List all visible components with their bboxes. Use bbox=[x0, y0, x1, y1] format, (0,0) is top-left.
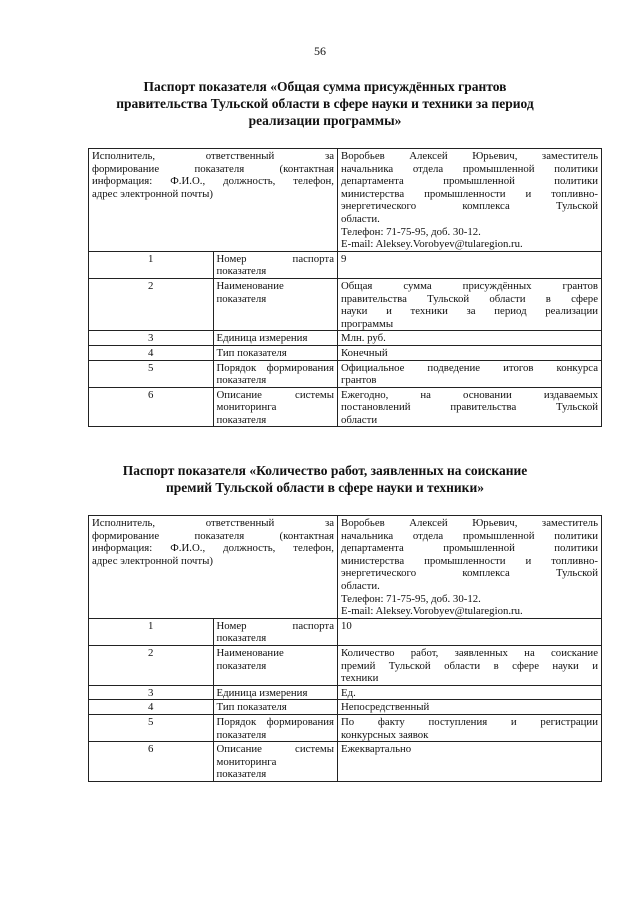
row-label-line: Единица измерения bbox=[216, 332, 308, 345]
row-number: 1 bbox=[89, 618, 214, 645]
passport-title-10 bbox=[90, 462, 560, 496]
executor-value-line: начальника отдела промышленной политики bbox=[341, 162, 598, 175]
row-value bbox=[338, 618, 602, 645]
row-value-line: техники bbox=[341, 672, 379, 685]
row-number: 2 bbox=[89, 278, 214, 330]
executor-label-line: Исполнитель, ответственный за bbox=[92, 517, 334, 529]
executor-label-line: формирование показателя (контактная bbox=[92, 162, 334, 175]
table-row bbox=[89, 714, 602, 741]
table-row bbox=[89, 360, 602, 387]
executor-label-line: адрес электронной почты) bbox=[92, 554, 213, 567]
row-label bbox=[213, 360, 338, 387]
row-label-line: Порядок формирования показателя bbox=[216, 715, 334, 741]
row-label bbox=[213, 387, 338, 427]
row-label-line: Описание системы мониторинга bbox=[216, 388, 334, 414]
row-value-line: конкурсных заявок bbox=[341, 728, 429, 741]
row-number: 3 bbox=[89, 685, 214, 700]
row-value bbox=[338, 742, 602, 782]
title-line: Паспорт показателя «Количество работ, заявленных на соискание bbox=[122, 463, 528, 478]
executor-value-line: энергетического комплекса Тульской bbox=[341, 567, 598, 580]
executor-value-line: департамента промышленной политики bbox=[341, 175, 598, 188]
row-value-line: Конечный bbox=[341, 346, 388, 359]
row-value-line: грантов bbox=[341, 374, 377, 387]
row-label-line: Порядок формирования показателя bbox=[216, 361, 334, 387]
title-line: премий Тульской области в сфере науки и техники» bbox=[166, 480, 484, 495]
row-value-line: программы bbox=[341, 317, 394, 330]
executor-value bbox=[338, 516, 602, 619]
table-row bbox=[89, 251, 602, 278]
row-label-line: показателя bbox=[216, 413, 267, 426]
executor-value-line: Воробьев Алексей Юрьевич, заместитель bbox=[341, 150, 598, 162]
executor-value-line: министерства промышленности и топливно- bbox=[341, 554, 598, 567]
row-value-line: Ед. bbox=[341, 686, 356, 699]
row-label-line: Наименование показателя bbox=[216, 646, 284, 672]
executor-value-line: министерства промышленности и топливно- bbox=[341, 187, 598, 200]
table-row bbox=[89, 331, 602, 346]
row-value-line: Количество работ, заявленных на соискание bbox=[341, 646, 598, 659]
row-number: 5 bbox=[89, 714, 214, 741]
table-row bbox=[89, 742, 602, 782]
executor-label-line: информация: Ф.И.О., должность, телефон, bbox=[92, 542, 334, 555]
table-row bbox=[89, 278, 602, 330]
row-label-line: Тип показателя bbox=[216, 346, 287, 359]
row-label-line: Единица измерения bbox=[216, 686, 308, 699]
executor-row bbox=[89, 149, 602, 252]
table-row bbox=[89, 345, 602, 360]
row-value-line: постановлений правительства Тульской bbox=[341, 401, 598, 414]
executor-phone: Телефон: 71-75-95, доб. 30-12. bbox=[341, 225, 481, 238]
row-label bbox=[213, 685, 338, 700]
row-value bbox=[338, 700, 602, 715]
row-number: 6 bbox=[89, 387, 214, 427]
row-number: 4 bbox=[89, 700, 214, 715]
row-label-line: Наименование показателя bbox=[216, 279, 284, 305]
row-label bbox=[213, 345, 338, 360]
table-row bbox=[89, 387, 602, 427]
row-number: 3 bbox=[89, 331, 214, 346]
title-line: правительства Тульской области в сфере науки и техники за период bbox=[116, 96, 534, 111]
executor-label-line: адрес электронной почты) bbox=[92, 187, 213, 200]
row-label bbox=[213, 714, 338, 741]
row-label bbox=[213, 742, 338, 782]
table-row bbox=[89, 700, 602, 715]
row-value-line: 10 bbox=[341, 619, 352, 632]
row-label-line: показателя bbox=[216, 768, 267, 781]
passport-table-9 bbox=[88, 148, 602, 427]
title-line: реализации программы» bbox=[248, 113, 402, 128]
executor-value-line: области. bbox=[341, 212, 380, 225]
passport-title-9 bbox=[90, 78, 560, 129]
row-label bbox=[213, 278, 338, 330]
row-label bbox=[213, 331, 338, 346]
executor-label bbox=[89, 149, 338, 252]
row-value-line: По факту поступления и регистрации bbox=[341, 715, 598, 728]
row-value bbox=[338, 685, 602, 700]
row-value-line: Ежегодно, на основании издаваемых bbox=[341, 388, 598, 401]
executor-value bbox=[338, 149, 602, 252]
row-value bbox=[338, 331, 602, 346]
executor-label bbox=[89, 516, 338, 619]
table-row bbox=[89, 618, 602, 645]
row-value bbox=[338, 345, 602, 360]
executor-email: E-mail: Aleksey.Vorobyev@tularegion.ru. bbox=[341, 238, 523, 251]
row-value bbox=[338, 645, 602, 685]
row-label-line: Описание системы мониторинга bbox=[216, 743, 334, 768]
title-line: Паспорт показателя «Общая сумма присуждённых грантов bbox=[143, 79, 507, 94]
row-value-line: Млн. руб. bbox=[341, 332, 386, 345]
table-row bbox=[89, 685, 602, 700]
row-value-line: премий Тульской области в сфере науки и bbox=[341, 659, 598, 672]
executor-value-line: Воробьев Алексей Юрьевич, заместитель bbox=[341, 517, 598, 529]
executor-email: E-mail: Aleksey.Vorobyev@tularegion.ru. bbox=[341, 605, 523, 618]
executor-value-line: начальника отдела промышленной политики bbox=[341, 529, 598, 542]
executor-value-line: департамента промышленной политики bbox=[341, 542, 598, 555]
row-value-line: науки и техники за период реализации bbox=[341, 305, 598, 318]
row-label-line: Номер паспорта показателя bbox=[216, 619, 334, 645]
row-number: 6 bbox=[89, 742, 214, 782]
executor-phone: Телефон: 71-75-95, доб. 30-12. bbox=[341, 592, 481, 605]
row-value-line: Ежеквартально bbox=[341, 743, 412, 756]
row-value-line: Непосредственный bbox=[341, 701, 430, 714]
row-number: 2 bbox=[89, 645, 214, 685]
executor-label-line: Исполнитель, ответственный за bbox=[92, 150, 334, 162]
row-number: 1 bbox=[89, 251, 214, 278]
row-label-line: Номер паспорта показателя bbox=[216, 252, 334, 278]
executor-row bbox=[89, 516, 602, 619]
executor-label-line: информация: Ф.И.О., должность, телефон, bbox=[92, 175, 334, 188]
row-label bbox=[213, 700, 338, 715]
table-row bbox=[89, 645, 602, 685]
row-label bbox=[213, 645, 338, 685]
row-value-line: правительства Тульской области в сфере bbox=[341, 292, 598, 305]
row-value bbox=[338, 278, 602, 330]
passport-table-10 bbox=[88, 515, 602, 782]
executor-value-line: области. bbox=[341, 579, 380, 592]
row-value-line: 9 bbox=[341, 252, 347, 265]
row-value-line: Официальное подведение итогов конкурса bbox=[341, 361, 598, 374]
row-number: 5 bbox=[89, 360, 214, 387]
row-value bbox=[338, 251, 602, 278]
row-value-line: области bbox=[341, 413, 378, 426]
row-value bbox=[338, 714, 602, 741]
page-number: 56 bbox=[314, 44, 326, 58]
executor-label-line: формирование показателя (контактная bbox=[92, 529, 334, 542]
row-value-line: Общая сумма присуждённых грантов bbox=[341, 279, 598, 292]
executor-value-line: энергетического комплекса Тульской bbox=[341, 200, 598, 213]
row-number: 4 bbox=[89, 345, 214, 360]
row-label bbox=[213, 618, 338, 645]
row-value bbox=[338, 387, 602, 427]
row-label bbox=[213, 251, 338, 278]
row-value bbox=[338, 360, 602, 387]
row-label-line: Тип показателя bbox=[216, 701, 287, 714]
